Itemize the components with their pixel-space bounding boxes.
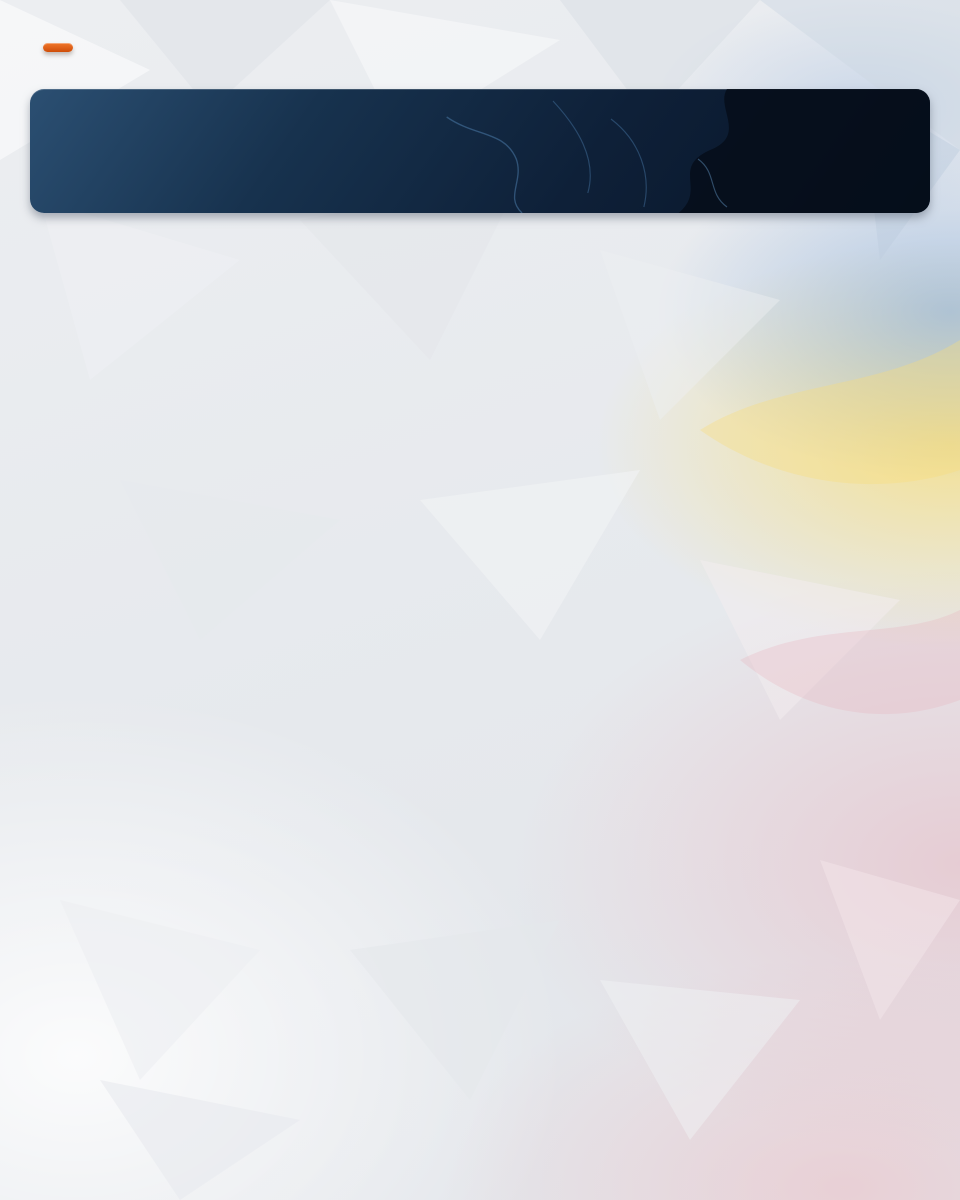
header bbox=[0, 0, 960, 76]
donbas-box bbox=[30, 89, 930, 213]
ukraine-map-graphic bbox=[408, 89, 930, 213]
points-count-badge bbox=[43, 43, 73, 52]
